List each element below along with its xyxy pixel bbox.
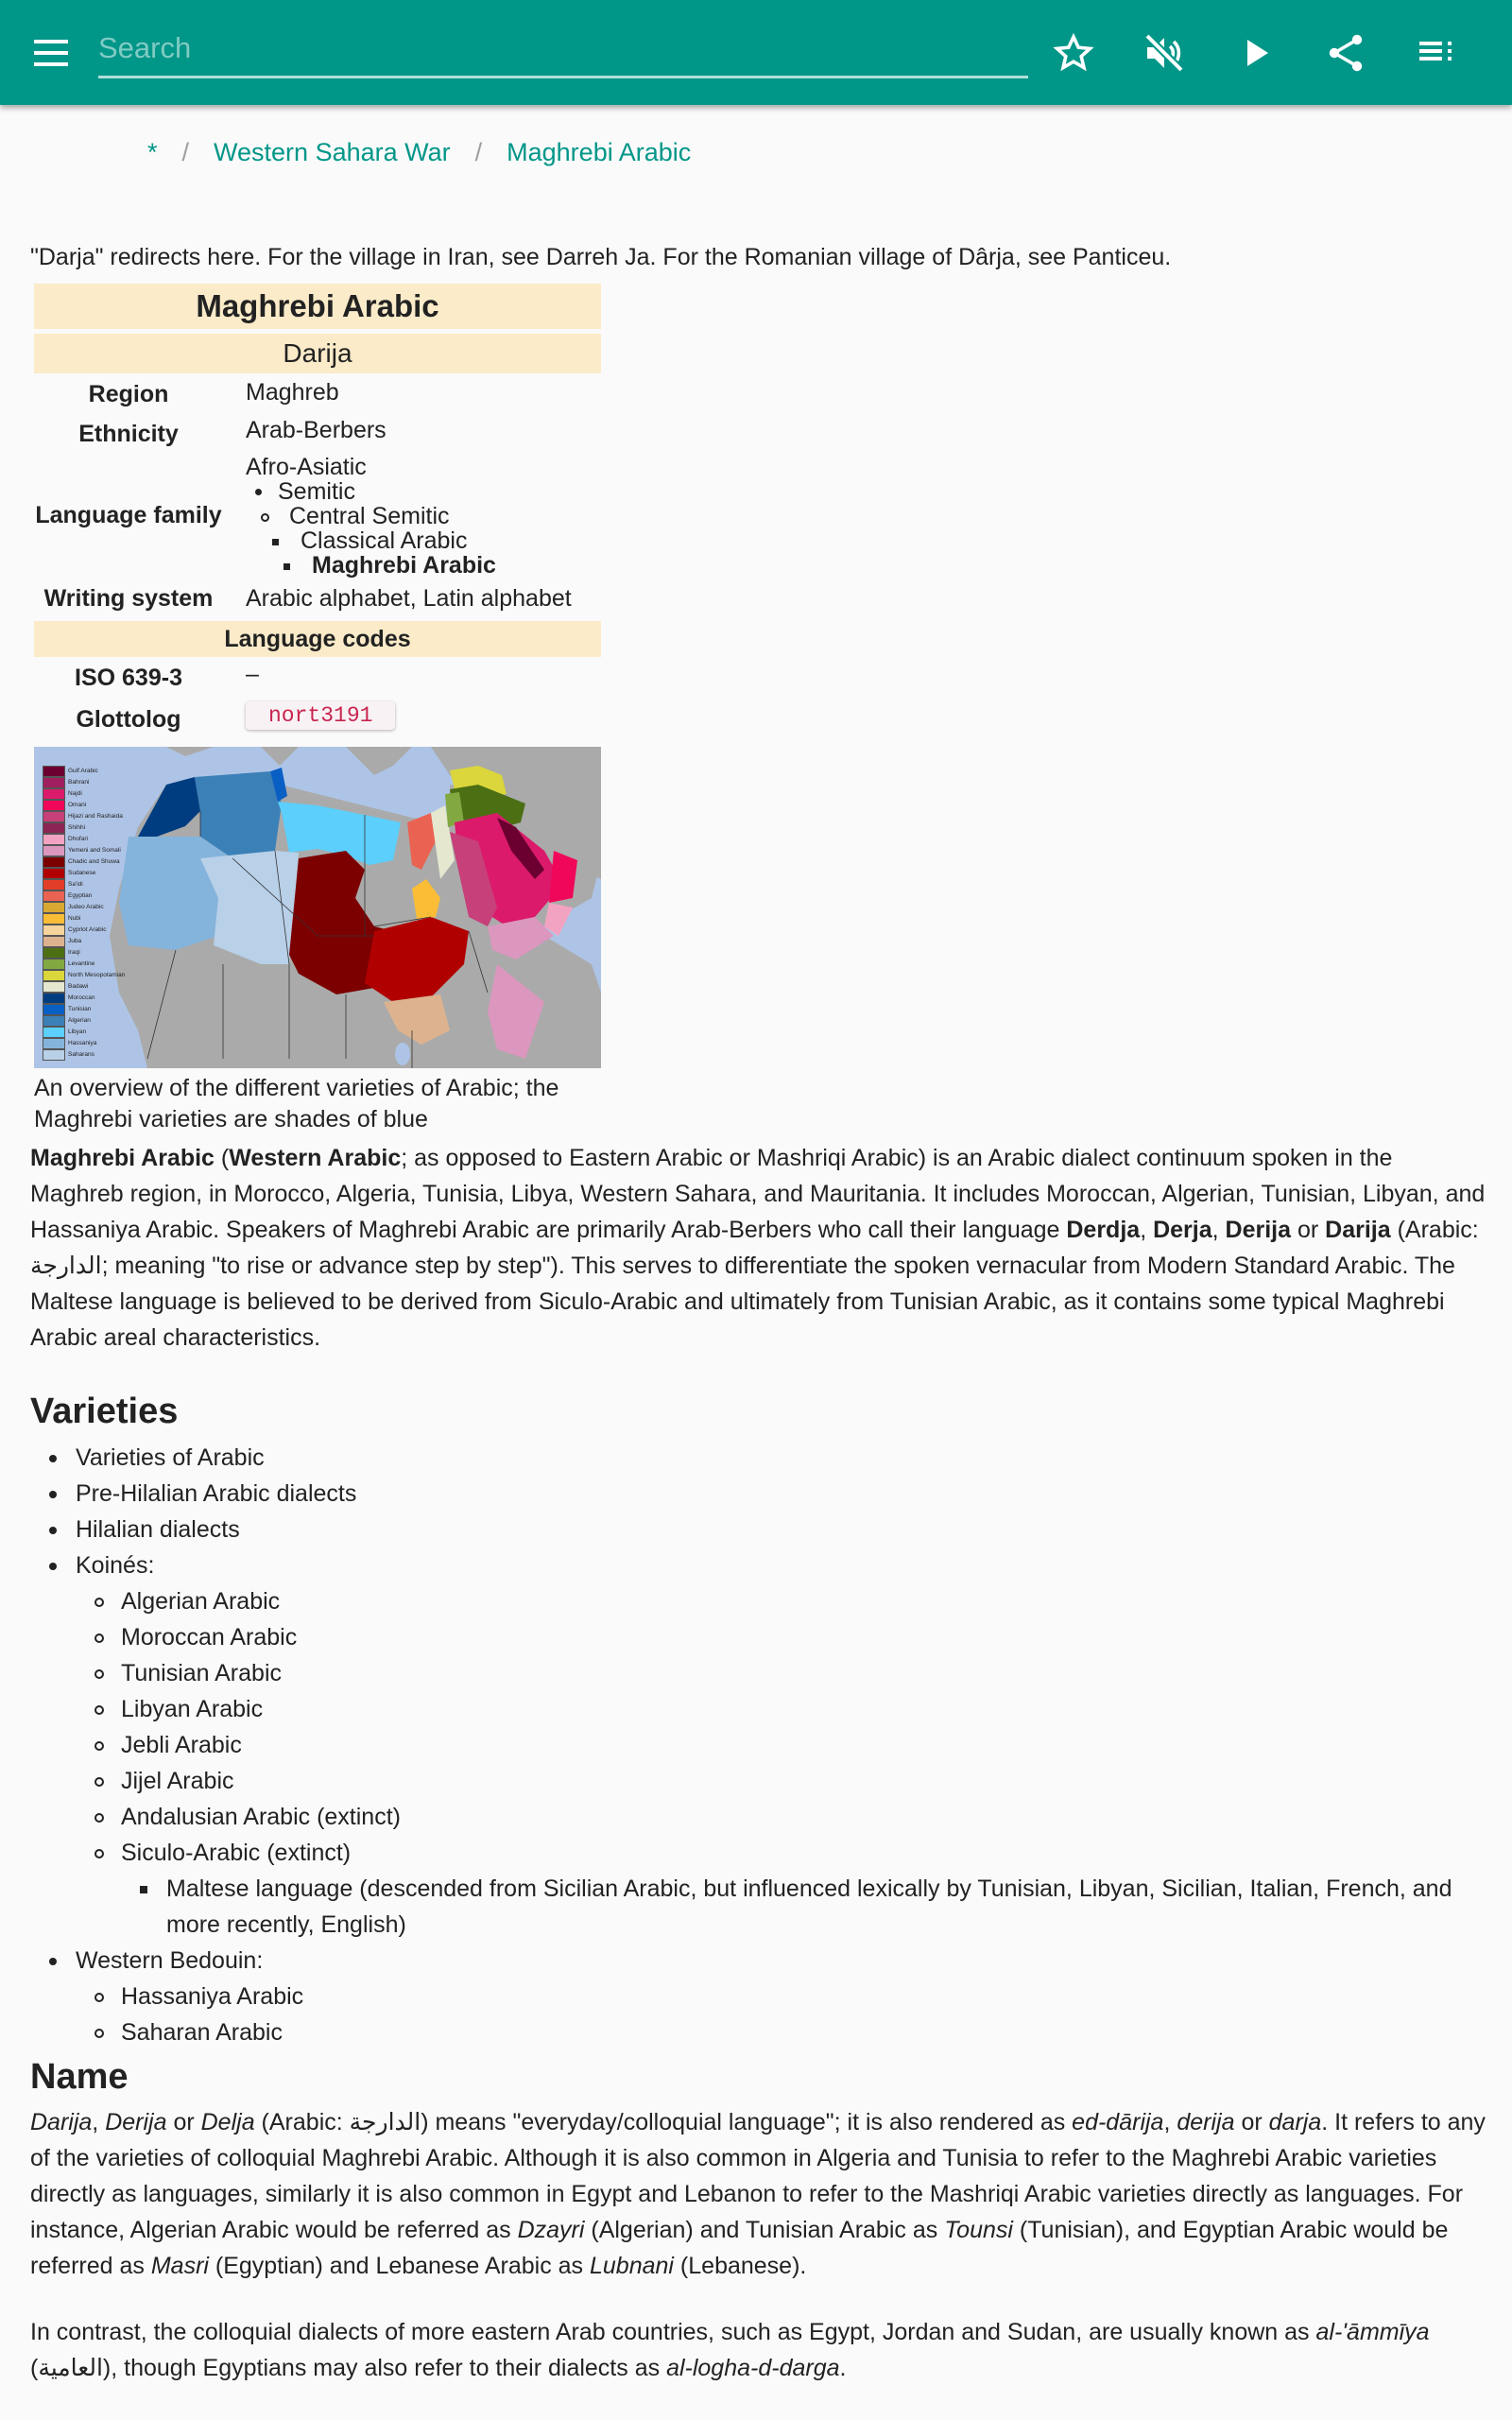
legend-swatch [43, 868, 65, 879]
italic-term: Lubnani [590, 2253, 674, 2279]
legend-label: Hassaniya [68, 1040, 97, 1046]
italic-term: Dzayri [517, 2217, 585, 2243]
text-run: . It refers to any of the varieties of colloquial Maghrebi Arabic. Although it is also common in Algeria and Tunisia to refer to the Maghrebi Arabic varieties directly as languages, similarly it is also common in Egypt and Lebanon to refer to the Mashriqi Arabic varieties directly as languages. For instance, Algerian Arabic would be referred as [30, 2109, 1486, 2243]
region-label: Region [88, 381, 169, 407]
breadcrumb [147, 138, 691, 167]
legend-label: Algerian [68, 1017, 91, 1024]
family-level-2: Central Semitic [246, 504, 496, 528]
writing-label: Writing system [43, 585, 214, 612]
legend-label: Judeo Arabic [68, 904, 104, 910]
legend-swatch [43, 981, 65, 993]
legend-swatch [43, 890, 65, 902]
app-bar [0, 0, 1512, 105]
legend-label: Dhofari [68, 836, 88, 842]
legend-label: Sa'idi [68, 881, 83, 888]
text-run: (Algerian) and Tunisian Arabic as [584, 2217, 945, 2243]
varieties-list [30, 1440, 1486, 2050]
variety-item[interactable]: Algerian Arabic [30, 1583, 1486, 1619]
legend-swatch [43, 1015, 65, 1027]
legend-swatch [43, 777, 65, 788]
variety-item[interactable]: Siculo-Arabic (extinct) [30, 1835, 1486, 1871]
family-level-4: Maghrebi Arabic [246, 553, 496, 578]
iso-label: ISO 639-3 [75, 665, 182, 691]
variety-item[interactable]: Saharan Arabic [30, 2014, 1486, 2050]
italic-term: Tounsi [944, 2217, 1013, 2243]
legend-swatch [43, 845, 65, 856]
varieties-heading: Varieties [30, 1392, 179, 1431]
name-heading: Name [30, 2057, 129, 2097]
legend-swatch [43, 1004, 65, 1015]
legend-label: Chadic and Shuwa [68, 858, 120, 865]
italic-term: al-logha-d-darga [666, 2355, 840, 2381]
region-value: Maghreb [246, 379, 339, 406]
text-run: or [166, 2109, 201, 2135]
variety-item[interactable]: Jebli Arabic [30, 1727, 1486, 1763]
text-run: or [1234, 2109, 1269, 2135]
legend-label: Egyptian [68, 892, 93, 899]
text-run: (Tunisian), and Egyptian Arabic would be referred as [30, 2217, 1449, 2279]
legend-swatch [43, 959, 65, 970]
infobox [34, 284, 601, 738]
legend-swatch [43, 856, 65, 868]
text-run: (العامية), though Egyptians may also refer to their dialects as [30, 2355, 667, 2381]
star-icon[interactable] [1051, 30, 1096, 76]
breadcrumb-home[interactable]: * [147, 138, 158, 166]
menu-icon[interactable] [32, 38, 70, 68]
italic-term: derija [1177, 2109, 1235, 2135]
arabic-varieties-map[interactable] [34, 747, 601, 1068]
volume-off-icon[interactable] [1142, 30, 1187, 76]
legend-label: Saharans [68, 1051, 94, 1058]
legend-swatch [43, 902, 65, 913]
breadcrumb-separator: / [474, 138, 483, 166]
variety-item[interactable]: Hilalian dialects [30, 1512, 1486, 1547]
legend-label: Sudanese [68, 870, 96, 876]
legend-label: Moroccan [68, 994, 95, 1001]
name-paragraph-2 [30, 2314, 1486, 2386]
legend-label: Najdi [68, 790, 82, 797]
writing-value: Arabic alphabet, Latin alphabet [246, 585, 572, 612]
legend-swatch [43, 800, 65, 811]
legend-swatch [43, 1038, 65, 1049]
italic-term: Derija [105, 2109, 167, 2135]
family-level-0: Afro-Asiatic [246, 454, 367, 480]
legend-label: Badawi [68, 983, 89, 990]
play-icon[interactable] [1232, 30, 1278, 76]
variety-item[interactable]: Andalusian Arabic (extinct) [30, 1799, 1486, 1835]
legend-label: Shihhi [68, 824, 86, 831]
legend-swatch [43, 788, 65, 800]
legend-label: Juba [68, 938, 82, 944]
italic-term: Masri [150, 2253, 209, 2279]
legend-swatch [43, 970, 65, 981]
breadcrumb-current[interactable]: Maghrebi Arabic [507, 138, 692, 166]
text-run: (Egyptian) and Lebanese Arabic as [208, 2253, 590, 2279]
glottolog-label: Glottolog [76, 706, 181, 733]
legend-swatch [43, 936, 65, 947]
variety-item[interactable]: Koinés: [30, 1547, 1486, 1583]
family-level-1: Semitic [246, 479, 496, 504]
text-run: , [92, 2109, 106, 2135]
variety-item[interactable]: Varieties of Arabic [30, 1440, 1486, 1476]
legend-swatch [43, 834, 65, 845]
legend-label: Omani [68, 802, 87, 808]
legend-label: Gulf Arabic [68, 768, 98, 774]
text-run: (Lebanese). [673, 2253, 807, 2279]
ethnicity-label: Ethnicity [78, 421, 179, 447]
legend-swatch [43, 822, 65, 834]
italic-term: Delja [200, 2109, 255, 2135]
map-graphic [34, 747, 601, 1068]
legend-label: Nubi [68, 915, 81, 922]
intro-paragraph: Maghrebi Arabic (Western Arabic; as opposed to Eastern Arabic or Mashriqi Arabic) is an Arabic dialect continuum spoken in the Maghreb region, in Morocco, Algeria, Tunisia, Libya, Western Sahara, and Mauritania. It includes Moroccan, Algerian, Tunisian, Libyan, and Hassaniya Arabic. Speakers of Maghrebi Arabic are primarily Arab-Berbers who call their language Derdja, Derja, Derija or Darija (Arabic: الدارجة; meaning "to rise or advance step by step"). This serves to differentiate the spoken vernacular from Modern Standard Arabic. The Maltese language is believed to be derived from Siculo-Arabic and ultimately from Tunisian Arabic, as it contains some typical Maghrebi Arabic areal characteristics. [30, 1145, 1486, 1351]
breadcrumb-separator: / [181, 138, 190, 166]
family-label: Language family [35, 502, 222, 528]
share-icon[interactable] [1323, 30, 1368, 76]
legend-label: Yemeni and Somali [68, 847, 121, 854]
legend-label: Iraqi [68, 949, 80, 956]
italic-term: al-'āmmīya [1315, 2319, 1430, 2345]
italic-term: ed-dārija [1072, 2109, 1164, 2135]
legend-swatch [43, 811, 65, 822]
iso-value: – [246, 661, 259, 687]
infobox-subtitle: Darija [34, 334, 601, 373]
legend-label: Tunisian [68, 1006, 92, 1012]
legend-label: Libyan [68, 1028, 87, 1035]
infobox-title: Maghrebi Arabic [34, 284, 601, 329]
variety-item[interactable]: Tunisian Arabic [30, 1655, 1486, 1691]
map-caption: An overview of the different varieties of Arabic; the Maghrebi varieties are shades of blue [34, 1075, 559, 1132]
italic-term: darja [1268, 2109, 1322, 2135]
redirect-note: "Darja" redirects here. For the village in Iran, see Darreh Ja. For the Romanian village of Dârja, see Panticeu. [30, 244, 1172, 270]
variety-item[interactable]: Moroccan Arabic [30, 1619, 1486, 1655]
legend-swatch [43, 925, 65, 936]
legend-swatch [43, 1049, 65, 1061]
playlist-icon[interactable] [1414, 30, 1459, 76]
italic-term: Darija [30, 2109, 93, 2135]
ethnicity-value: Arab-Berbers [246, 417, 387, 443]
text-run: , [1163, 2109, 1177, 2135]
breadcrumb-western-sahara-war[interactable]: Western Sahara War [214, 138, 451, 166]
text-run: . [839, 2355, 847, 2381]
text-run: In contrast, the colloquial dialects of more eastern Arab countries, such as Egypt, Jordan and Sudan, are usually known as [30, 2319, 1316, 2345]
legend-label: North Mesopotamian [68, 972, 126, 978]
legend-swatch [43, 947, 65, 959]
variety-item[interactable]: Hassaniya Arabic [30, 1979, 1486, 2014]
name-paragraph-1 [30, 2104, 1486, 2284]
variety-item[interactable]: Western Bedouin: [30, 1943, 1486, 1979]
legend-swatch [43, 766, 65, 777]
glottolog-code[interactable]: nort3191 [246, 701, 395, 730]
variety-item[interactable]: Libyan Arabic [30, 1691, 1486, 1727]
text-run: (Arabic: الدارجة) means "everyday/colloquial language"; it is also rendered as [254, 2109, 1073, 2135]
family-value [246, 455, 496, 578]
variety-item[interactable]: Pre-Hilalian Arabic dialects [30, 1476, 1486, 1512]
legend-swatch [43, 1027, 65, 1038]
variety-item[interactable]: Maltese language (descended from Sicilian Arabic, but influenced lexically by Tunisian, Libyan, Sicilian, Italian, French, and more recently, English) [30, 1871, 1486, 1943]
legend-label: Bahrani [68, 779, 90, 786]
legend-label: Hijazi and Rashaida [68, 813, 123, 820]
legend-label: Cypriot Arabic [68, 926, 107, 933]
language-codes-header: Language codes [34, 621, 601, 657]
legend-swatch [43, 879, 65, 890]
search-input[interactable] [98, 21, 1028, 78]
family-level-3: Classical Arabic [246, 528, 496, 553]
legend-swatch [43, 913, 65, 925]
legend-swatch [43, 993, 65, 1004]
variety-item[interactable]: Jijel Arabic [30, 1763, 1486, 1799]
legend-label: Levantine [68, 960, 95, 967]
